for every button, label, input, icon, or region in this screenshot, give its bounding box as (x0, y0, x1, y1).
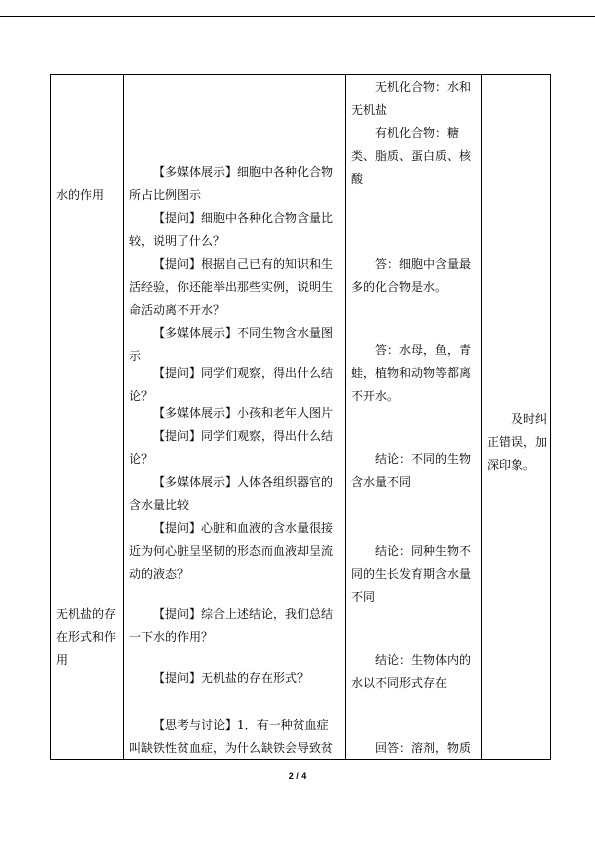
activity-item: 【提问】同学们观察，得出什么结论？ (129, 366, 334, 403)
answer-item: 无机化合物：水和无机盐 (351, 80, 472, 117)
answer-item: 结论：生物体内的水以不同形式存在 (351, 653, 472, 690)
topic-water: 水的作用 (56, 188, 105, 202)
activity-item: 【提问】心脏和血液的含水量很接近为何心脏呈坚韧的形态而血液却呈流动的液态？ (129, 521, 334, 581)
student-activity-column (346, 75, 481, 759)
header-rule (0, 16, 595, 17)
answer-item: 有机化合物：糖类、脂质、蛋白质、核酸 (351, 126, 472, 186)
activity-item: 【提问】无机盐的存在形式？ (153, 671, 310, 685)
topic-column (51, 75, 123, 759)
activity-item: 【提问】根据自己已有的知识和生活经验，你还能举出那些实例，说明生命活动离不开水？ (129, 257, 334, 317)
topic-inorganic-salt: 无机盐的存在形式和作用 (56, 607, 117, 667)
intent-note: 及时纠正错误，加深印象。 (487, 412, 548, 472)
activity-item: 【思考与讨论】1．有一种贫血症叫缺铁性贫血症，为什么缺铁会导致贫 (129, 718, 334, 755)
answer-item: 答：水母，鱼，青蛙，植物和动物等都离不开水。 (351, 343, 472, 403)
activity-item: 【多媒体展示】细胞中各种化合物所占比例图示 (129, 165, 334, 202)
design-intent-column (482, 75, 550, 759)
activity-item: 【提问】细胞中各种化合物含量比较，说明了什么？ (129, 211, 334, 248)
activity-item: 【多媒体展示】人体各组织器官的含水量比较 (129, 475, 334, 512)
activity-item: 【多媒体展示】小孩和老年人图片 (153, 406, 334, 420)
answer-item: 回答：溶剂，物质 (375, 741, 472, 755)
answer-item: 结论：不同的生物含水量不同 (351, 452, 472, 489)
page-number: 2 / 4 (288, 771, 307, 781)
answer-item: 答：细胞中含量最多的化合物是水。 (351, 257, 472, 294)
activity-item: 【提问】同学们观察，得出什么结论？ (129, 429, 334, 466)
activity-item: 【多媒体展示】不同生物含水量图示 (129, 326, 334, 363)
teacher-activity-column (124, 75, 345, 759)
answer-item: 结论：同种生物不同的生长发育期含水量不同 (351, 544, 472, 604)
activity-item: 【提问】综合上述结论，我们总结一下水的作用？ (129, 607, 334, 644)
lesson-table (50, 74, 551, 760)
